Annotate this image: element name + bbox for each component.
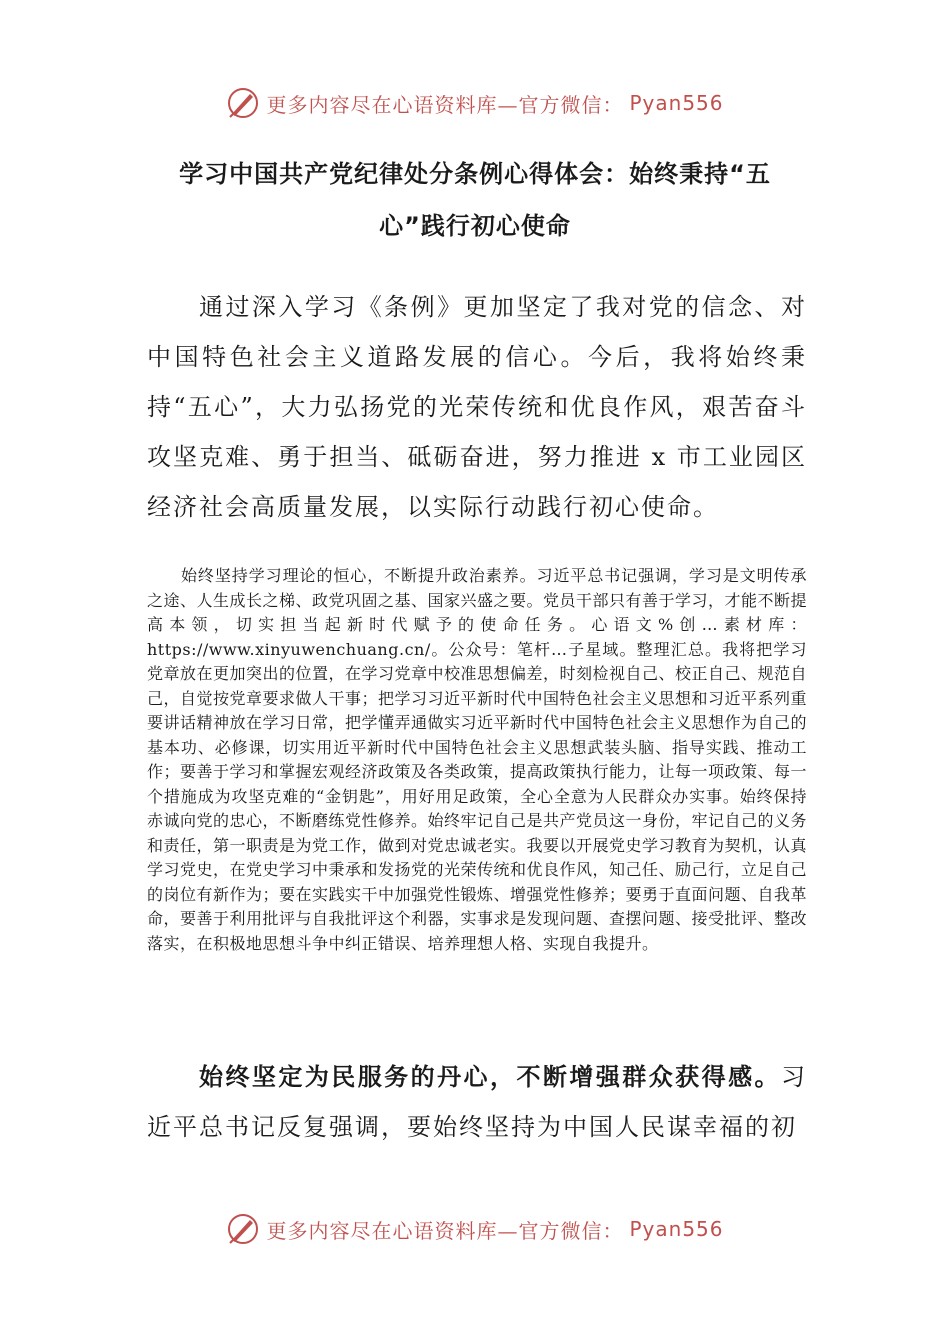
pen-logo-icon: [226, 86, 260, 120]
intro-paragraph: 通过深入学习《条例》更加坚定了我对党的信念、对中国特色社会主义道路发展的信心。今后，我将始终秉持“五心”，大力弘扬党的光荣传统和优良作风，艰苦奋斗攻坚克难、勇于担当、砥砺奋进，努力推进 x 市工业园区经济社会高质量发展，以实际行动践行初心使命。: [147, 293, 807, 521]
title-line-2: 心”践行初心使命: [379, 212, 571, 240]
title-line-1: 学习中国共产党纪律处分条例心得体会：始终秉持“五: [179, 160, 771, 188]
banner-wechat: Pyan556: [629, 1217, 724, 1241]
footer-banner: [0, 1212, 950, 1246]
document-title: [150, 148, 800, 252]
section-text: 习近平总书记反复强调，要始终坚持为中国人民谋幸福的初: [147, 1063, 807, 1141]
section-lead: 始终坚定为民服务的丹心，不断增强群众获得感。: [199, 1063, 781, 1091]
pen-logo-icon: [226, 1212, 260, 1246]
header-banner: [0, 86, 950, 120]
banner-wechat: Pyan556: [629, 91, 724, 115]
banner-text: 更多内容尽在心语资料库—官方微信：: [266, 1218, 624, 1243]
body-paragraph: 始终坚持学习理论的恒心，不断提升政治素养。习近平总书记强调，学习是文明传承之途、人生成长之梯、政党巩固之基、国家兴盛之要。党员干部只有善于学习，才能不断提高本领，切实担当起新时代赋予的使命任务。心语文%创…素材库：https://www.xinyuwenchuang.cn/。公众号：笔杆…子星域。整理汇总。我将把学习党章放在更加突出的位置，在学习党章中校准思想偏差，时刻检视自己、校正自己、规范自己，自觉按党章要求做人干事；把学习习近平新时代中国特色社会主义思想和习近平系列重要讲话精神放在学习日常，把学懂弄通做实习近平新时代中国特色社会主义思想作为自己的基本功、必修课，切实用近平新时代中国特色社会主义思想武装头脑、指导实践、推动工作；要善于学习和掌握宏观经济政策及各类政策，提高政策执行能力，让每一项政策、每一个措施成为攻坚克难的“金钥匙”，用好用足政策，全心全意为人民群众办实事。始终保持赤诚向党的忠心，不断磨练党性修养。始终牢记自己是共产党员这一身份，牢记自己的义务和责任，第一职责是为党工作，做到对党忠诚老实。我要以开展党史学习教育为契机，认真学习党史，在党史学习中秉承和发扬党的光荣传统和优良作风，知己任、励己行，立足自己的岗位有新作为；要在实践实干中加强党性锻炼、增强党性修养；要勇于直面问题、自我革命，要善于利用批评与自我批评这个利器，实事求是发现问题、查摆问题、接受批评、整改落实，在积极地思想斗争中纠正错误、培养理想人格、实现自我提升。: [147, 566, 808, 953]
banner-text: 更多内容尽在心语资料库—官方微信：: [266, 92, 624, 117]
section-paragraph: [147, 1052, 807, 1152]
